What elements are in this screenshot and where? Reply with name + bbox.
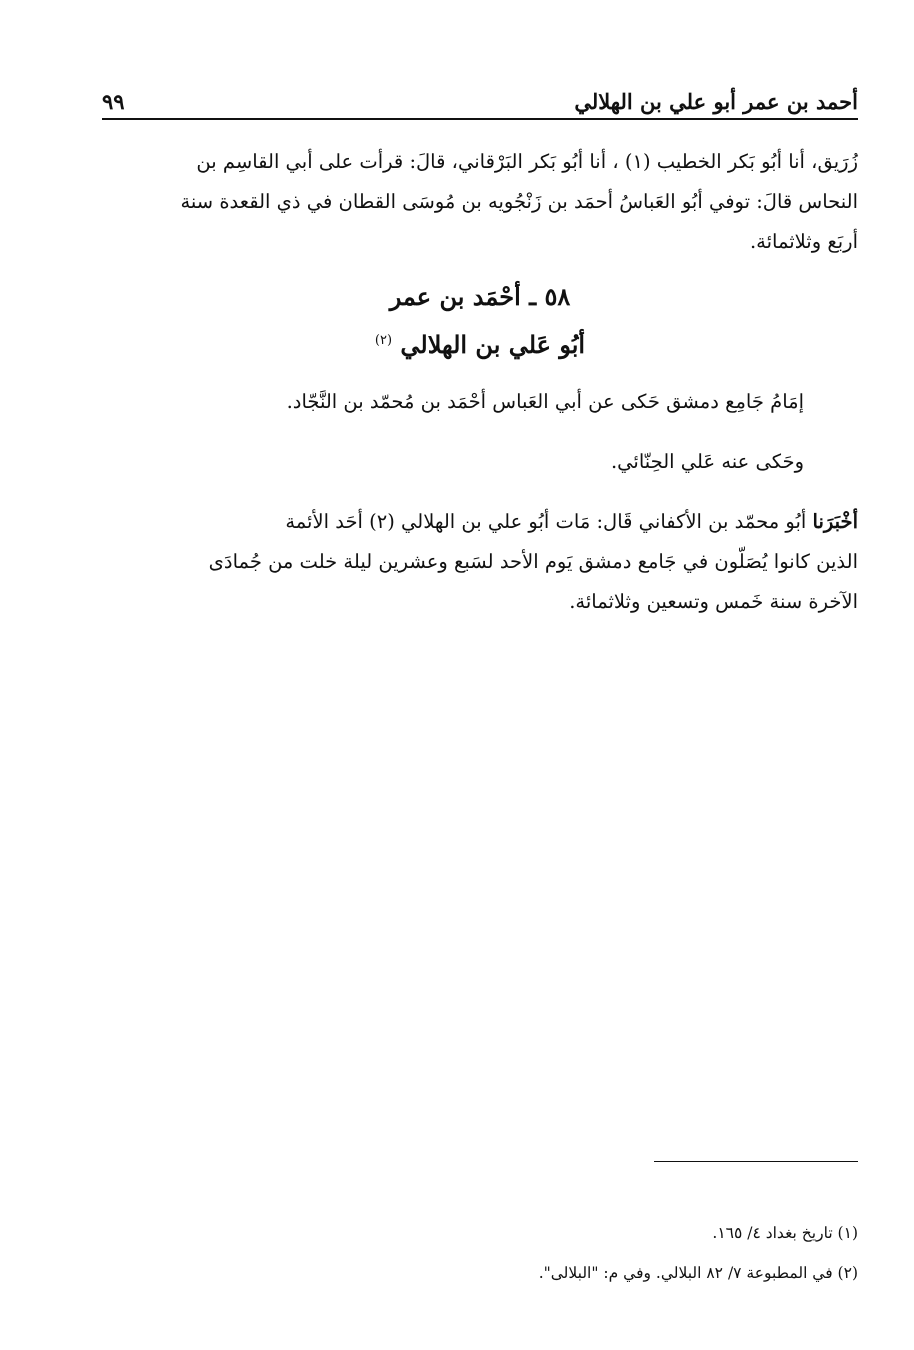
page-number: ٩٩: [102, 89, 125, 114]
footnote-marker: (٢): [374, 333, 393, 348]
paragraph-4-line-1: [102, 502, 858, 542]
running-header: [102, 70, 858, 120]
paragraph-1-line-3: أربَع وثلاثمائة.: [749, 230, 858, 253]
entry-subtitle: [102, 330, 858, 359]
entry-title: ٥٨ ـ أحْمَد بن عمر: [389, 282, 571, 311]
paragraph-4-line-1-text: أبُو محمّد بن الأكفاني قَال: مَات أبُو علي بن الهلالي (٢) أحَد الأئمة: [285, 510, 807, 533]
paragraph-2: إمَامُ جَامِع دمشق حَكى عن أبي العَباس أحْمَد بن مُحمّد بن النَّجّاد.: [286, 390, 804, 413]
paragraph-1: [102, 142, 858, 262]
paragraph-4: [102, 502, 858, 622]
lead-word: أخْبَرَنا: [812, 510, 858, 533]
paragraph-4-line-2: الذين كانوا يُصَلّون في جَامع دمشق يَوم الأحد لسَبع وعشرين ليلة خلت من جُمادَى: [208, 550, 858, 573]
footnote-divider: [654, 1161, 858, 1162]
entry-subtitle-text: أبُو عَلي بن الهلالي: [400, 330, 586, 359]
paragraph-3: وحَكى عنه عَلي الحِنّائي.: [610, 450, 804, 473]
paragraph-1-line-2: النحاس قالَ: توفي أبُو العَباسُ أحمَد بن زَنْجُويه بن مُوسَى القطان في ذي القعدة سنة: [180, 190, 858, 213]
footnote-2: (٢) في المطبوعة ٧/ ٨٢ البلالي. وفي م: "البلالى".: [538, 1264, 858, 1282]
footnote-1: (١) تاريخ بغداد ٤/ ١٦٥.: [712, 1224, 858, 1242]
paragraph-4-line-3: الآخرة سنة خَمس وتسعين وثلاثمائة.: [569, 590, 858, 613]
paragraph-1-line-1: زُرَيق، أنا أبُو بَكر الخطيب (١) ، أنا أبُو بَكر البَرْقاني، قالَ: قرأت على أبي القاسِم بن: [196, 150, 858, 173]
running-title: أحمد بن عمر أبو علي بن الهلالي: [574, 89, 858, 114]
